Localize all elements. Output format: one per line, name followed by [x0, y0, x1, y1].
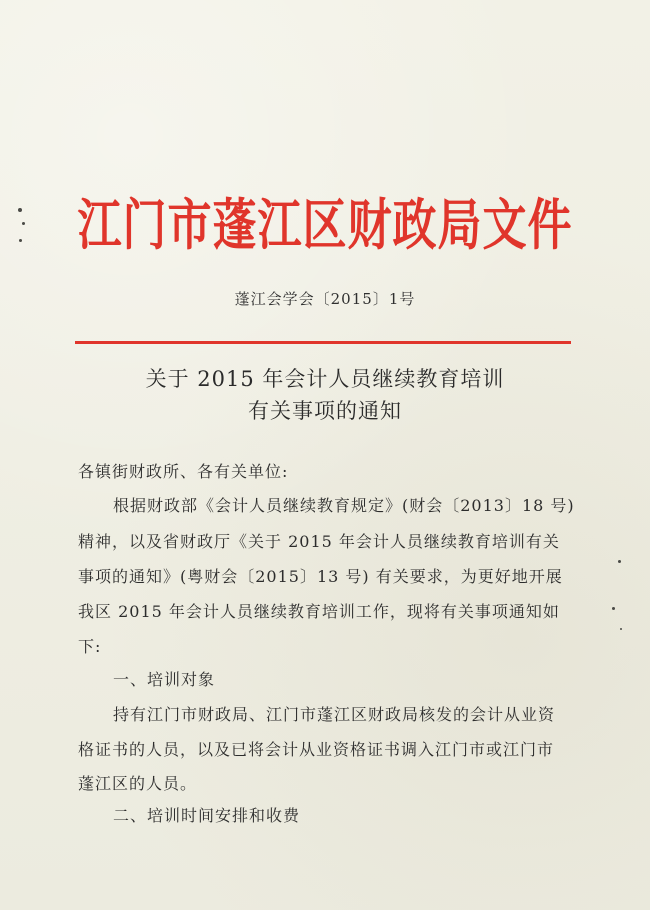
paragraph-1-line-5: 下:: [78, 637, 102, 656]
paragraph-1-line-3: 事项的通知》(粤财会〔2015〕13 号) 有关要求，为更好地开展: [78, 567, 563, 586]
paragraph-1-line-4: 我区 2015 年会计人员继续教育培训工作，现将有关事项通知如: [78, 602, 560, 621]
section-1-heading: 一、培训对象: [113, 670, 216, 689]
paper-speck: [618, 560, 621, 563]
section-2-heading: 二、培训时间安排和收费: [113, 806, 301, 825]
document-title-line-2: 有关事项的通知: [248, 399, 402, 423]
salutation: 各镇街财政所、各有关单位:: [78, 462, 289, 481]
document-number: 蓬江会学会〔2015〕1号: [234, 290, 416, 308]
document-title-line-1: 关于 2015 年会计人员继续教育培训: [145, 367, 505, 391]
section-1-line-2: 格证书的人员，以及已将会计从业资格证书调入江门市或江门市: [78, 740, 555, 759]
section-1-line-3: 蓬江区的人员。: [78, 774, 198, 793]
red-divider: [75, 341, 571, 344]
section-1-line-1: 持有江门市财政局、江门市蓬江区财政局核发的会计从业资: [113, 705, 556, 724]
paper-speck: [620, 628, 622, 630]
paragraph-1-line-2: 精神，以及省财政厅《关于 2015 年会计人员继续教育培训有关: [78, 532, 560, 551]
issuer-header: 江门市蓬江区财政局文件: [77, 193, 573, 258]
paragraph-1-line-1: 根据财政部《会计人员继续教育规定》(财会〔2013〕18 号): [113, 496, 575, 515]
paper-speck: [612, 607, 615, 610]
